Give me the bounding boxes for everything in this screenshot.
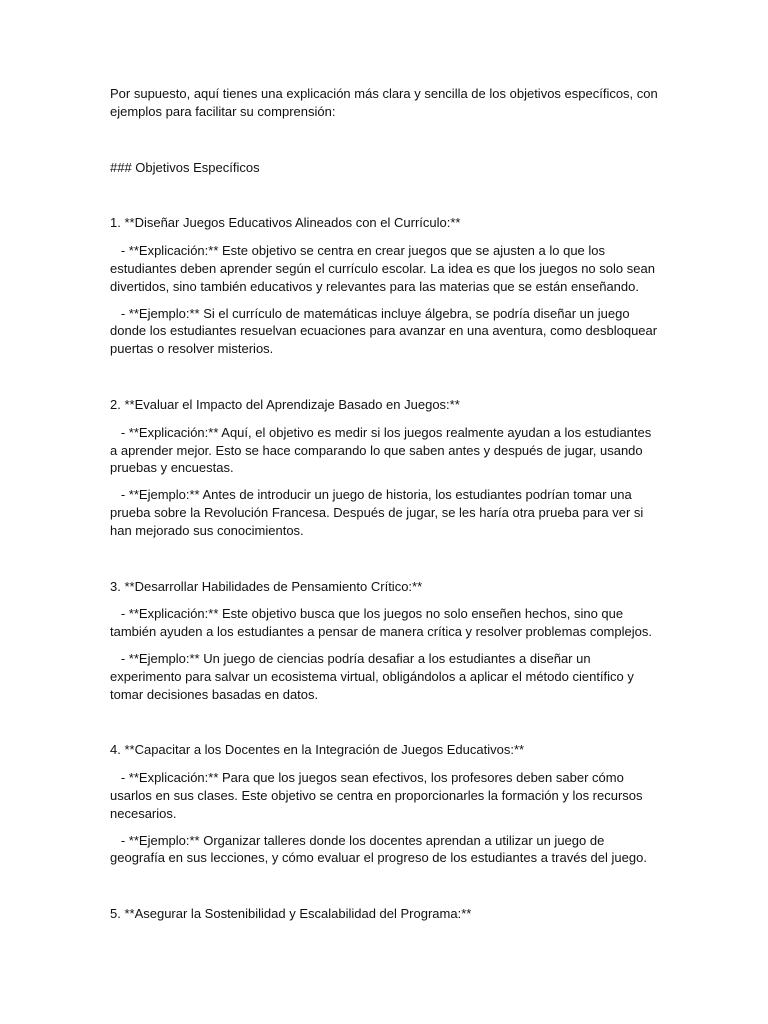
objective-3 — [110, 578, 658, 704]
explicacion-paragraph: - **Explicación:** Para que los juegos sean efectivos, los profesores deben saber cómo usarlos en sus clases. Este objetivo se centra en proporcionarles la formación y los recursos necesarios. — [110, 770, 647, 821]
explicacion-paragraph: - **Explicación:** Este objetivo busca que los juegos no solo enseñen hechos, sino que también ayuden a los estudiantes a pensar de manera crítica y resolver problemas complejos. — [110, 606, 652, 640]
ejemplo-paragraph: - **Ejemplo:** Un juego de ciencias podría desafiar a los estudiantes a diseñar un experimento para salvar un ecosistema virtual, obligándolos a aplicar el método científico y tomar decisiones basadas en datos. — [110, 650, 638, 702]
document-body — [110, 85, 662, 961]
objective-title: 4. **Capacitar a los Docentes en la Integración de Juegos Educativos:** — [110, 742, 525, 758]
objective-2 — [110, 396, 658, 540]
ejemplo-paragraph: - **Ejemplo:** Si el currículo de matemáticas incluye álgebra, se podría diseñar un juego donde los estudiantes resuelvan ecuaciones para avanzar en una aventura, como desbloquear puertas o resolver misterios. — [110, 305, 661, 357]
objective-title: 3. **Desarrollar Habilidades de Pensamiento Crítico:** — [110, 578, 423, 594]
intro-paragraph: Por supuesto, aquí tienes una explicación más clara y sencilla de los objetivos específicos, con ejemplos para facilitar su comprensión: — [110, 86, 662, 119]
objective-4 — [110, 741, 658, 867]
objective-title: 5. **Asegurar la Sostenibilidad y Escalabilidad del Programa:** — [110, 906, 472, 922]
objective-1 — [110, 214, 661, 358]
objective-5 — [110, 905, 658, 923]
explicacion-paragraph: - **Explicación:** Aquí, el objetivo es medir si los juegos realmente ayudan a los estudiantes a aprender mejor. Esto se hace comparando lo que saben antes y después de jugar, usando pruebas y encuestas. — [110, 424, 655, 476]
section-heading: ### Objetivos Específicos — [110, 159, 260, 175]
ejemplo-paragraph: - **Ejemplo:** Organizar talleres donde los docentes aprendan a utilizar un juego de geografía en sus lecciones, y cómo evaluar el progreso de los estudiantes a través del juego. — [110, 832, 647, 866]
explicacion-paragraph: - **Explicación:** Este objetivo se centra en crear juegos que se ajusten a lo que los estudiantes deben aprender según el currículo escolar. La idea es que los juegos no solo sean divertidos, sino también educativos y relevantes para las materias que se están enseñando. — [110, 243, 659, 294]
ejemplo-paragraph: - **Ejemplo:** Antes de introducir un juego de historia, los estudiantes podrían tomar una prueba sobre la Revolución Francesa. Después de jugar, se les haría otra prueba para ver si han mejorado sus conocimientos. — [110, 487, 647, 538]
objective-title: 2. **Evaluar el Impacto del Aprendizaje Basado en Juegos:** — [110, 396, 460, 412]
objective-title: 1. **Diseñar Juegos Educativos Alineados con el Currículo:** — [110, 215, 461, 231]
